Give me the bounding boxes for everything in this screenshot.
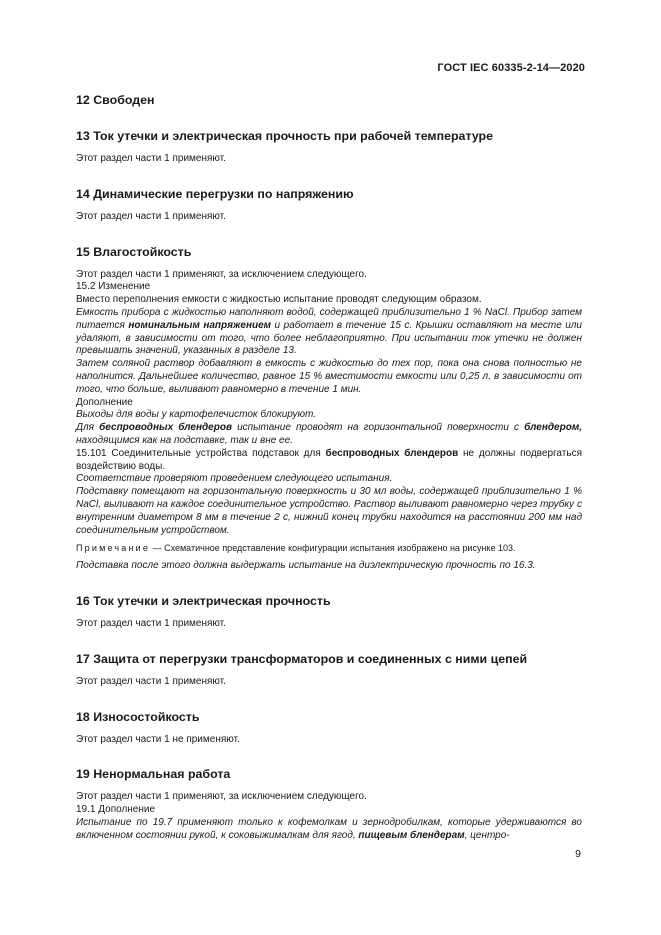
note-text: — Схематичное представление конфигурации испытания изображено на рисунке 103. (150, 543, 516, 554)
section-19-intro: Этот раздел части 1 применяют, за исключением следующего. (76, 791, 367, 803)
s19-term-food-blenders: пищевым блендерам (358, 829, 465, 841)
section-15-intro: Этот раздел части 1 применяют, за исключением следующего. (76, 268, 367, 280)
section-15-p4: Выходы для воды у картофелечисток блокируют. (76, 409, 317, 421)
section-15-addition: Дополнение (76, 396, 133, 408)
section-14-text: Этот раздел части 1 применяют. (76, 210, 226, 222)
section-15-title: 15 Влагостойкость (76, 244, 192, 259)
section-15-101 (76, 448, 582, 474)
section-17-text: Этот раздел части 1 применяют. (76, 675, 226, 687)
p5-text-a: Для (76, 422, 100, 434)
p6-term-cordless-blenders: беспроводных блендеров (325, 447, 459, 459)
section-15-p7: Соответствие проверяют проведением следующего испытания. (76, 473, 393, 485)
section-16-text: Этот раздел части 1 применяют. (76, 617, 226, 629)
s19-text-c: , центро- (464, 829, 510, 841)
p2-term-rated-voltage: номинальным напряжением (128, 319, 272, 331)
section-15-p9: Подставка после этого должна выдержать испытание на диэлектрическую прочность по 16.3. (76, 560, 536, 572)
page-number: 9 (575, 848, 581, 860)
s19-text-a: Испытание по 19.7 применяют только к кофемолкам и зернодробилкам, которые удерживаются во включенном состоянии рукой, к соковыжималкам для ягод, (76, 816, 582, 841)
section-17-title: 17 Защита от перегрузки трансформаторов и соединенных с ними цепей (76, 651, 528, 666)
section-15-note (76, 542, 582, 555)
p5-term-blender: блендером, (524, 422, 582, 434)
p2-text-c: и работает в течение 15 с. Крышки оставляют на месте или удаляют, в зависимости от того, что более неблагоприятно. При испытании ток утечки не должен превышать значений, указанных в разделе 13. (76, 319, 582, 357)
section-13-text: Этот раздел части 1 применяют. (76, 153, 226, 164)
p6-text-a: 15.101 Соединительные устройства подставок для (76, 447, 326, 459)
section-16-title: 16 Ток утечки и электрическая прочность (76, 593, 331, 608)
section-15-p2 (76, 307, 582, 358)
note-label: Примечание (76, 543, 151, 554)
p6-text-c: не должны подвергаться воздействию воды. (76, 447, 582, 472)
section-14-title: 14 Динамические перегрузки по напряжению (76, 186, 354, 201)
section-19-p1 (76, 817, 582, 843)
document-body (76, 92, 582, 843)
section-15-p5 (76, 422, 582, 448)
section-18-text: Этот раздел части 1 не применяют. (76, 733, 240, 745)
p2-text-a: Емкость прибора с жидкостью наполняют водой, содержащей приблизительно 1 % NaCl. Прибор затем питается (76, 306, 582, 331)
subsection-15-2: 15.2 Изменение (76, 281, 151, 293)
p5-term-cordless-blenders: беспроводных блендеров (99, 422, 232, 434)
section-15-p8: Подставку помещают на горизонтальную поверхность и 30 мл воды, содержащей приблизительно 1 % NaCl, выливают на каждое соединительное устройство. Раствор выливают равномерно через трубку с внутренним диаметром 8 мм в течение 2 с, нижний конец трубки находится на расстоянии 200 мм над соединительным устройством. (76, 486, 582, 536)
section-15-p3: Затем соляной раствор добавляют в емкость с жидкостью до тех пор, пока она снова полностью не наполнится. Дальнейшее количество, равное 15 % вместимости емкости или 0,25 л, в зависимости от того, что больше, выливают равномерно в течение 1 мин. (76, 358, 582, 395)
section-13-title: 13 Ток утечки и электрическая прочность при рабочей температуре (76, 129, 494, 143)
p5-text-c: испытание проводят на горизонтальной поверхности с (231, 422, 525, 434)
p5-text-e: находящимся как на подставке, так и вне ее. (76, 434, 293, 446)
section-19-title: 19 Ненормальная работа (76, 767, 231, 782)
section-18-title: 18 Износостойкость (76, 709, 200, 724)
standard-header: ГОСТ IEC 60335-2-14—2020 (437, 62, 585, 74)
section-15-p1: Вместо переполнения емкости с жидкостью испытание проводят следующим образом. (76, 294, 482, 306)
subsection-19-1: 19.1 Дополнение (76, 804, 156, 816)
section-12-title: 12 Свободен (76, 93, 155, 107)
